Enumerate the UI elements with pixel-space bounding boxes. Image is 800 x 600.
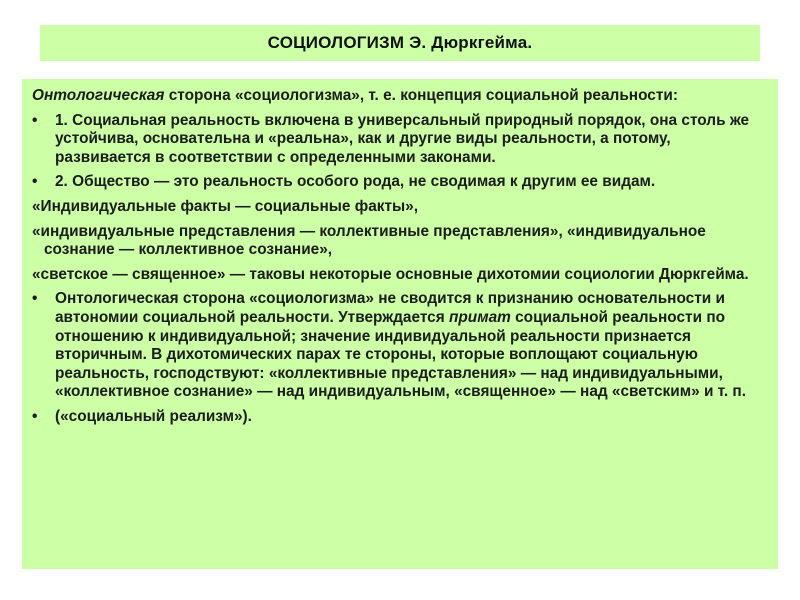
ontology-before: Онтологическая сторона «социологизма» не сводится к признанию основательности и автономии социальной реальности. Утверждается — [55, 290, 725, 326]
intro-italic: Онтологическая — [32, 87, 165, 104]
title-bar — [40, 25, 760, 61]
dichotomy-line-1: «Индивидуальные факты — социальные факты», — [32, 197, 419, 215]
dichotomy-line-2: «индивидуальные представления — коллективные представления», «индивидуальное сознание — коллективное сознание», — [32, 222, 706, 259]
bullet-ontology — [32, 290, 768, 402]
intro-paragraph — [32, 87, 768, 106]
bullet-realism: • («социальный реализм»). — [32, 408, 768, 427]
slide-title: СОЦИОЛОГИЗМ Э. Дюркгейма. — [267, 33, 533, 52]
intro-rest: сторона «социологизма», т. е. концепция социальной реальности: — [164, 87, 678, 104]
ontology-after: социальной реальности по отношению к индивидуальной; значение индивидуальной реальности признается вторичным. В дихотомических парах те стороны, которые воплощают социальную реальность, господствуют: «коллективные представления» — над индивидуальными, «коллективное сознание» — над индивидуальным, «священное» — над «светским» и т. п. — [55, 308, 746, 401]
content-box — [22, 79, 778, 569]
ontology-italic-primat: примат — [449, 308, 511, 326]
dichotomy-line-3: «светское — священное» — таковы некоторые основные дихотомии социологии Дюркгейма. — [32, 265, 749, 283]
bullet-point-1: • 1. Социальная реальность включена в универсальный природный порядок, она столь же устойчива, основательна и «реальна», как и другие виды реальности, а потому, развивается в соответствии с определенными законами. — [32, 112, 768, 168]
bullet-point-2: • 2. Общество — это реальность особого рода, не сводимая к другим ее видам. — [32, 173, 768, 192]
